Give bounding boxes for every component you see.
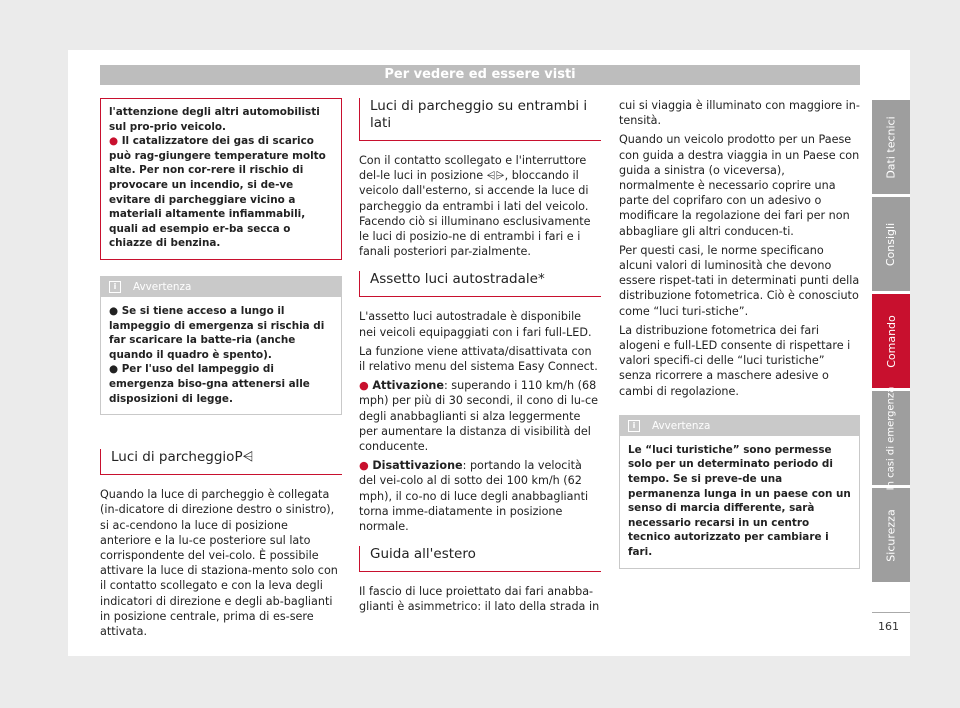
section-title-abroad: Guida all'estero — [359, 546, 601, 572]
body-paragraph: cui si viaggia è illuminato con maggiore in-tensità. — [619, 99, 860, 128]
page-number-rule — [872, 612, 910, 613]
tab-label: Comando — [884, 314, 898, 368]
note-box — [100, 276, 342, 415]
column-middle — [359, 98, 601, 619]
body-paragraph: Quando un veicolo prodotto per un Paese con guida a destra viaggia in un Paese con guida a sinistra (o viceversa), normalmente è necessario coprire una parte del coprifaro con un adesivo o modificare la regolazione dei fari per non abbagliare gli altri conducen-ti. — [619, 133, 860, 238]
body-paragraph: Con il contatto scollegato e l'interruttore del-le luci in posizione ⩤⩥, bloccando il veicolo dall'esterno, si accende la luce di parcheggio da entrambi i lati del veicolo. Facendo ciò si illuminano esclusivamente le luci di posizio-ne di entrambi i fari e i fanali posteriori par-zialmente. — [359, 154, 591, 259]
chapter-header: Per vedere ed essere visti — [100, 65, 860, 85]
note-body — [101, 297, 341, 414]
activation-text: : superando i 110 km/h (68 mph) per più di 30 secondi, il cono di lu-ce degli anabbaglianti si alza leggermente per aumentare la distanza di visibilità del conducente. — [359, 379, 598, 454]
section-title-text: Luci di parcheggio — [111, 449, 235, 466]
tab-label: In casi di emergenza — [885, 386, 897, 490]
info-icon: i — [109, 281, 121, 293]
body-paragraph: La funzione viene attivata/disattivata con il relativo menu del sistema Easy Connect. — [359, 344, 598, 374]
section-title-both-sides: Luci di parcheggio su entrambi i lati — [359, 98, 601, 141]
tab-label: Consigli — [884, 222, 898, 266]
body-paragraph: L'assetto luci autostradale è disponibile nei veicoli equipaggiati con i fari full-LED. — [359, 310, 592, 339]
side-tabs — [872, 100, 910, 585]
deactivation-item — [359, 458, 601, 534]
warning-bullet — [109, 134, 333, 251]
note-header — [101, 277, 341, 297]
deactivation-label: Disattivazione — [372, 459, 463, 473]
tab-emergenza[interactable] — [872, 386, 910, 490]
body-paragraph: Per questi casi, le norme specificano alcuni valori di luminosità che devono essere rispet-tati in determinati punti della distribuzione fotometrica. Ciò è conosciuto come “luci turi-stiche”. — [619, 243, 860, 318]
body-paragraph: La distribuzione fotometrica dei fari alogeni e full-LED consente di rispettare i valori specifi-ci delle “luci turistiche” senza ricorrere a maschere adesive o cambi di regolazione. — [619, 323, 851, 398]
note-label: Avvertenza — [133, 280, 192, 293]
note-label: Avvertenza — [652, 419, 711, 432]
deactivation-text: : portando la velocità del vei-colo al di sotto dei 100 km/h (62 mph), il co-no di luce degli anabbaglianti torna imme-diatamente in posizione normale. — [359, 459, 589, 534]
body-paragraph: Il fascio di luce proiettato dai fari anabba-glianti è asimmetrico: il lato della strada in — [359, 585, 600, 614]
info-icon: i — [628, 420, 640, 432]
section-title-parking-light — [100, 449, 342, 475]
tab-dati-tecnici[interactable] — [872, 100, 910, 194]
tab-consigli[interactable] — [872, 197, 910, 291]
activation-label: Attivazione — [372, 379, 444, 393]
activation-item — [359, 378, 601, 454]
column-right — [619, 98, 860, 569]
bullet-dot-icon: ● — [109, 135, 122, 148]
bullet-dot-icon: ● — [109, 304, 122, 317]
note-body — [620, 436, 859, 568]
tab-sicurezza[interactable] — [872, 488, 910, 582]
tab-comando[interactable] — [872, 294, 910, 388]
note-item-text: Per l'uso del lampeggio di emergenza biso-gna attenersi alle disposizioni di legge. — [109, 363, 310, 405]
body-paragraph: Quando la luce di parcheggio è collegata (in-dicatore di direzione destro o sinistro), si ac-cendono la luce di posizione anteriore e la lu-ce posteriore sul lato corrispondente del vei-colo. È possibile attivare la luce di staziona-mento solo con il contatto scollegato e con la leva degli indicatori di direzione e degli ab-baglianti in posizione centrale, prima di es-sere attivata. — [100, 488, 338, 638]
note-box — [619, 415, 860, 569]
tab-label: Sicurezza — [884, 508, 898, 562]
note-item-text: Se si tiene acceso a lungo il lampeggio di emergenza si rischia di far scaricare la batte-ria (anche quando il quadro è spento). — [109, 304, 325, 361]
bullet-dot-icon: ● — [109, 363, 122, 376]
note-header — [620, 416, 859, 436]
warning-text: l'attenzione degli altri automobilisti sul pro-prio veicolo. — [109, 106, 320, 133]
note-item — [109, 362, 333, 406]
tab-label: Dati tecnici — [884, 115, 898, 179]
note-text: Le “luci turistiche” sono permesse solo per un determinato periodo di tempo. Se si preve-de una permanenza lunga in un paese con un senso di marcia differente, sarà necessario recarsi in un centro tecnico autorizzato per cambiare i fari. — [628, 443, 851, 559]
parking-light-icon: P⩤ — [234, 449, 254, 466]
section-title-highway: Assetto luci autostradale* — [359, 271, 601, 297]
warning-box — [100, 98, 342, 260]
warning-bullet-text: Il catalizzatore dei gas di scarico può rag-giungere temperature molto alte. Per non cor-rere il rischio di provocare un incendio, si de-ve evitare di parcheggiare vicino a materiali altamente infiammabili, quali ad esempio er-ba secca o chiazze di benzina. — [109, 135, 326, 250]
column-left — [100, 98, 342, 643]
bullet-dot-icon: ● — [359, 379, 373, 393]
page-number: 161 — [878, 620, 899, 633]
bullet-dot-icon: ● — [359, 459, 373, 473]
note-item — [109, 304, 333, 362]
